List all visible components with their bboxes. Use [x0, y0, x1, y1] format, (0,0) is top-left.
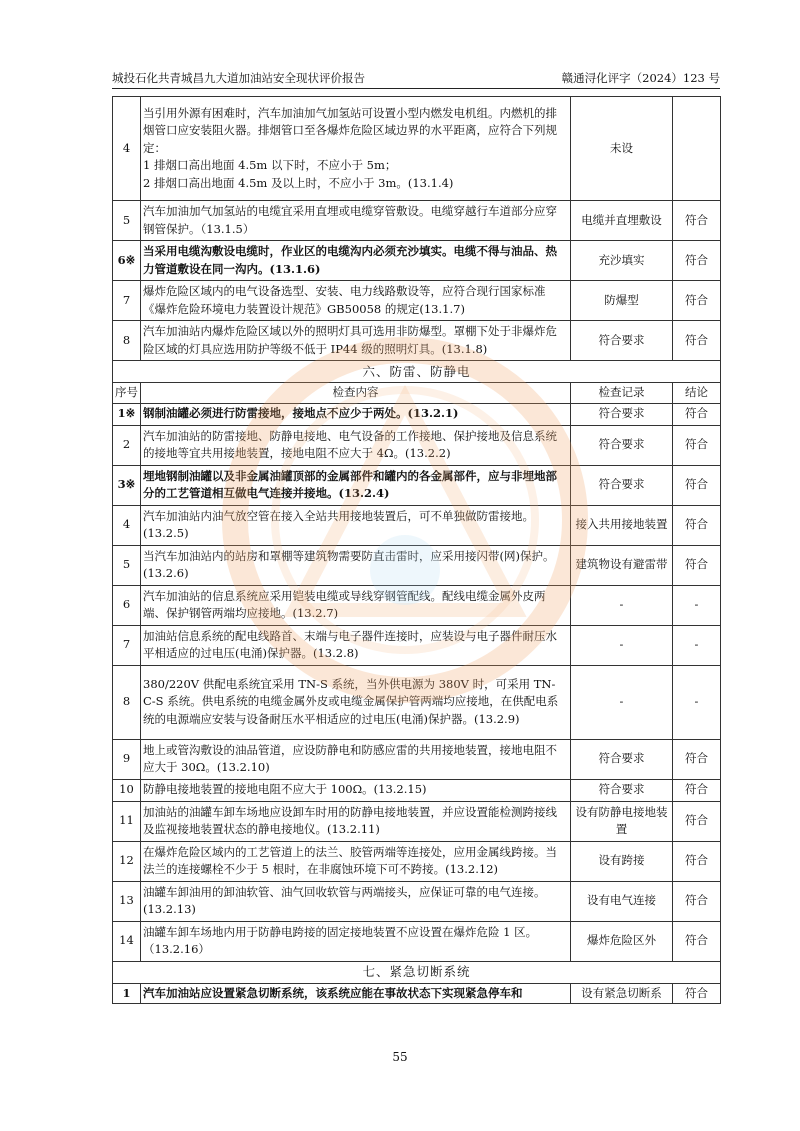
- table-row: [113, 321, 721, 361]
- row-content: 防静电接地装置的接地电阻不应大于 100Ω。(13.2.15): [141, 779, 571, 801]
- row-record: -: [571, 625, 673, 665]
- row-result: -: [673, 665, 721, 739]
- row-record: 充沙填实: [571, 241, 673, 281]
- row-number: 9: [113, 739, 141, 779]
- row-content: 汽车加油站应设置紧急切断系统，该系统应能在事故状态下实现紧急停车和: [141, 983, 571, 1004]
- row-content: 加油站信息系统的配电线路首、末端与电子器件连接时，应装设与电子器件耐压水平相适应的过电压(电涌)保护器。(13.2.8): [141, 625, 571, 665]
- row-content: 汽车加油站的信息系统应采用铠装电缆或导线穿钢管配线。配线电缆金属外皮两端、保护钢管两端均应接地。(13.2.7): [141, 585, 571, 625]
- table-row: [113, 585, 721, 625]
- table-row: [113, 921, 721, 961]
- table-row: [113, 505, 721, 545]
- row-result: 符合: [673, 321, 721, 361]
- row-record: 设有紧急切断系: [571, 983, 673, 1004]
- row-result: 符合: [673, 545, 721, 585]
- row-record: 符合要求: [571, 321, 673, 361]
- row-content: 当引用外源有困难时，汽车加油加气加氢站可设置小型内燃发电机组。内燃机的排烟管口应安装阻火器。排烟管口至各爆炸危险区域边界的水平距离，应符合下列规定： 1 排烟口高出地面 4.5m 以下时，不应小于 5m； 2 排烟口高出地面 4.5m 及以上时，不应小于 3m。(13.1.4): [141, 97, 571, 201]
- row-record: 接入共用接地装置: [571, 505, 673, 545]
- report-number: 赣通浔化评字（2024）123 号: [561, 71, 720, 85]
- table-row: [113, 281, 721, 321]
- row-record: 符合要求: [571, 465, 673, 505]
- table-row: [113, 739, 721, 779]
- row-record: 未设: [571, 97, 673, 201]
- section-row: [113, 961, 721, 983]
- row-result: 符合: [673, 739, 721, 779]
- row-number: 13: [113, 881, 141, 921]
- table-row: [113, 403, 721, 425]
- row-number: 6: [113, 585, 141, 625]
- row-number: 7: [113, 625, 141, 665]
- page-number: 55: [392, 1050, 408, 1064]
- row-record: 建筑物设有避雷带: [571, 545, 673, 585]
- row-number: 8: [113, 321, 141, 361]
- row-result: 符合: [673, 201, 721, 241]
- row-result: 符合: [673, 425, 721, 465]
- row-number: 4: [113, 505, 141, 545]
- row-record: 设有跨接: [571, 841, 673, 881]
- row-content: 地上或管沟敷设的油品管道，应设防静电和防感应雷的共用接地装置，接地电阻不应大于 30Ω。(13.2.10): [141, 739, 571, 779]
- table-row: [113, 545, 721, 585]
- row-number: 3※: [113, 465, 141, 505]
- report-title: 城投石化共青城昌九大道加油站安全现状评价报告: [112, 71, 365, 85]
- row-record: 符合要求: [571, 403, 673, 425]
- row-content: 钢制油罐必须进行防雷接地，接地点不应少于两处。(13.2.1): [141, 403, 571, 425]
- table-row: [113, 97, 721, 201]
- row-result: 符合: [673, 241, 721, 281]
- row-content: 加油站的油罐车卸车场地应设卸车时用的防静电接地装置，并应设置能检测跨接线及监视接地装置状态的静电接地仪。(13.2.11): [141, 801, 571, 841]
- table-row: [113, 779, 721, 801]
- row-record: 设有电气连接: [571, 881, 673, 921]
- row-result: 符合: [673, 801, 721, 841]
- col-header-record: 检查记录: [571, 383, 673, 404]
- row-result: 符合: [673, 841, 721, 881]
- row-number: 5: [113, 545, 141, 585]
- row-result: 符合: [673, 505, 721, 545]
- row-result: 符合: [673, 403, 721, 425]
- row-number: 1※: [113, 403, 141, 425]
- row-number: 7: [113, 281, 141, 321]
- row-record: 电缆并直埋敷设: [571, 201, 673, 241]
- table-row: [113, 201, 721, 241]
- row-content: 汽车加油站的防雷接地、防静电接地、电气设备的工作接地、保护接地及信息系统的接地等宜共用接地装置，接地电阻不应大于 4Ω。(13.2.2): [141, 425, 571, 465]
- row-content: 在爆炸危险区域内的工艺管道上的法兰、胶管两端等连接处，应用金属线跨接。当法兰的连接螺栓不少于 5 根时，在非腐蚀环境下可不跨接。(13.2.12): [141, 841, 571, 881]
- row-number: 14: [113, 921, 141, 961]
- row-content: 油罐车卸车场地内用于防静电跨接的固定接地装置不应设置在爆炸危险 1 区。（13.2.16）: [141, 921, 571, 961]
- row-result: 符合: [673, 779, 721, 801]
- col-header-content: 检查内容: [141, 383, 571, 404]
- row-content: 汽车加油站内爆炸危险区域以外的照明灯具可选用非防爆型。罩棚下处于非爆炸危险区域的灯具应选用防护等级不低于 IP44 级的照明灯具。(13.1.8): [141, 321, 571, 361]
- row-number: 1: [113, 983, 141, 1004]
- row-number: 5: [113, 201, 141, 241]
- section-title: 七、紧急切断系统: [113, 961, 721, 983]
- inspection-table: [112, 96, 721, 1004]
- row-content: 汽车加油加气加氢站的电缆宜采用直埋或电缆穿管敷设。电缆穿越行车道部分应穿钢管保护。（13.1.5）: [141, 201, 571, 241]
- row-number: 6※: [113, 241, 141, 281]
- section-title: 六、防雷、防静电: [113, 361, 721, 383]
- row-number: 12: [113, 841, 141, 881]
- table-row: [113, 881, 721, 921]
- row-content: 当汽车加油站内的站房和罩棚等建筑物需要防直击雷时，应采用接闪带(网)保护。(13.2.6): [141, 545, 571, 585]
- row-content: 汽车加油站内油气放空管在接入全站共用接地装置后，可不单独做防雷接地。(13.2.5): [141, 505, 571, 545]
- row-number: 2: [113, 425, 141, 465]
- row-result: -: [673, 585, 721, 625]
- row-record: 符合要求: [571, 425, 673, 465]
- table-row: [113, 425, 721, 465]
- table-row: [113, 801, 721, 841]
- row-result: 符合: [673, 281, 721, 321]
- row-number: 11: [113, 801, 141, 841]
- row-result: -: [673, 625, 721, 665]
- row-result: [673, 97, 721, 201]
- col-header-result: 结论: [673, 383, 721, 404]
- table-row: [113, 241, 721, 281]
- table-row: [113, 465, 721, 505]
- row-record: -: [571, 665, 673, 739]
- row-number: 8: [113, 665, 141, 739]
- section-row: [113, 361, 721, 383]
- table-row: [113, 841, 721, 881]
- row-record: 设有防静电接地装置: [571, 801, 673, 841]
- col-header-num: 序号: [113, 383, 141, 404]
- row-number: 4: [113, 97, 141, 201]
- row-record: 防爆型: [571, 281, 673, 321]
- row-result: 符合: [673, 983, 721, 1004]
- row-content: 当采用电缆沟敷设电缆时，作业区的电缆沟内必须充沙填实。电缆不得与油品、热力管道敷设在同一沟内。(13.1.6): [141, 241, 571, 281]
- table-row: [113, 625, 721, 665]
- row-content: 爆炸危险区域内的电气设备选型、安装、电力线路敷设等，应符合现行国家标准《爆炸危险环境电力装置设计规范》GB50058 的规定(13.1.7): [141, 281, 571, 321]
- row-content: 380/220V 供配电系统宜采用 TN-S 系统，当外供电源为 380V 时，可采用 TN-C-S 系统。供电系统的电缆金属外皮或电缆金属保护管两端均应接地，在供配电系统的电源端应安装与设备耐压水平相适应的过电压(电涌)保护器。(13.2.9): [141, 665, 571, 739]
- row-result: 符合: [673, 881, 721, 921]
- row-record: -: [571, 585, 673, 625]
- table-row: [113, 983, 721, 1004]
- row-record: 符合要求: [571, 739, 673, 779]
- column-header-row: [113, 383, 721, 404]
- row-record: 爆炸危险区外: [571, 921, 673, 961]
- row-content: 埋地钢制油罐以及非金属油罐顶部的金属部件和罐内的各金属部件，应与非埋地部分的工艺管道相互做电气连接并接地。(13.2.4): [141, 465, 571, 505]
- page-header: [112, 68, 720, 89]
- row-content: 油罐车卸油用的卸油软管、油气回收软管与两端接头，应保证可靠的电气连接。(13.2.13): [141, 881, 571, 921]
- row-result: 符合: [673, 921, 721, 961]
- table-row: [113, 665, 721, 739]
- row-result: 符合: [673, 465, 721, 505]
- row-number: 10: [113, 779, 141, 801]
- row-record: 符合要求: [571, 779, 673, 801]
